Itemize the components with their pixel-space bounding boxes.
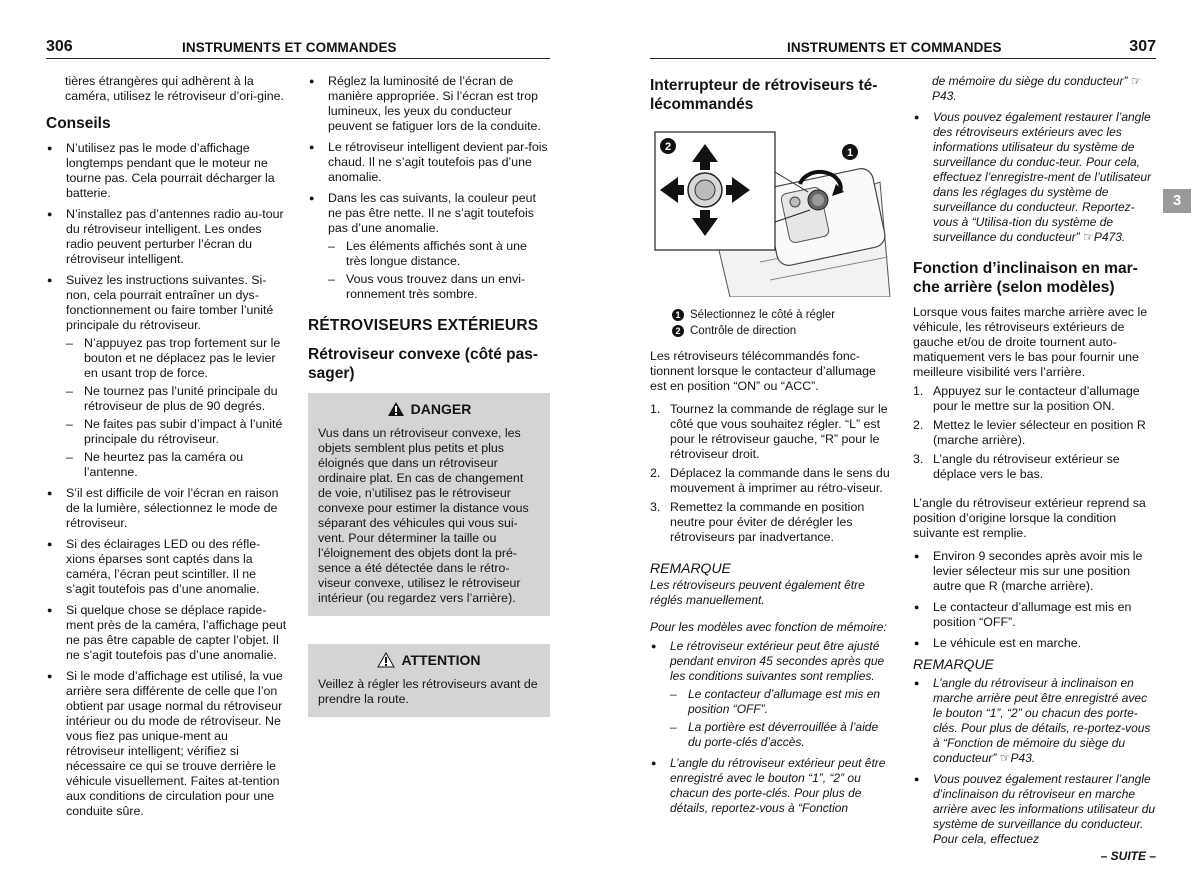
list-item: ● S’il est difficile de voir l’écran en raison de la lumière, sélectionnez le mode de rétroviseur. <box>46 486 288 531</box>
list-item: ● Vous pouvez également restaurer l’angle d’inclinaison du rétroviseur en marche arrière avec les informations utilisateur du système de surveillance du conducteur. Pour cela, effectuez <box>913 772 1156 847</box>
sub-list-item: – Ne heurtez pas la caméra ou l’antenne. <box>66 450 288 480</box>
list-item-text: Le rétroviseur extérieur peut être ajusté pendant environ 45 secondes après que les conditions suivantes sont remplies. <box>670 639 885 683</box>
right-column-2 <box>913 74 1156 853</box>
sub-list-item: – Vous vous trouvez dans un envi-ronnement très sombre. <box>328 272 550 302</box>
step-item <box>913 418 1156 448</box>
remark-list <box>913 676 1156 847</box>
step-text: Mettez le levier sélecteur en position R (marche arrière). <box>933 418 1146 447</box>
step-item <box>913 452 1156 482</box>
adjust-steps <box>650 402 894 545</box>
list-item: ● Si le mode d’affichage est utilisé, la vue arrière sera différente de celle que l’on obtient par usage normal du rétroviseur intérieur ou du mode de rétroviseur. Ne vous fiez pas unique-ment au rétroviseur intelligent; vérifiez si nécessaire ce qui se trouve derrière le véhicule visuellement. Faites at-tention aux conditions de circulation pour une conduite sûre. <box>46 669 288 819</box>
return-text: L’angle du rétroviseur extérieur reprend sa position d’origine lorsque la condition suivante est remplie. <box>913 496 1146 540</box>
list-item: ● Si quelque chose se déplace rapide-ment près de la caméra, l’affichage peut ne pas être capable de capter l’objet. Il ne s’agit toutefois pas d’une anomalie. <box>46 603 288 663</box>
step-item <box>913 384 1156 414</box>
tilt-steps <box>913 384 1156 482</box>
step-text: Appuyez sur le contacteur d’allumage pour le mettre sur la position ON. <box>933 384 1140 413</box>
list-item <box>308 191 550 302</box>
running-header-right: INSTRUMENTS ET COMMANDES <box>787 40 1002 55</box>
list-item <box>650 639 894 750</box>
figure-caption <box>672 323 894 339</box>
subsection-heading: Rétroviseur convexe (côté pas-sager) <box>308 346 539 382</box>
attention-header <box>318 644 540 677</box>
tilt-heading: Fonction d’inclinaison en mar-che arrière (selon modèles) <box>913 260 1138 296</box>
warning-triangle-icon <box>377 652 395 671</box>
list-item: ● Le contacteur d’allumage est mis en position “OFF”. <box>913 600 1156 630</box>
sub-list-item: – La portière est déverrouillée à l’aide du porte-clés d’accès. <box>670 720 894 750</box>
remark-heading: REMARQUE <box>913 656 994 672</box>
left-column-2 <box>308 74 550 717</box>
right-page-header <box>650 38 1156 59</box>
sub-list-item: – Ne tournez pas l’unité principale du rétroviseur de plus de 90 degrés. <box>66 384 288 414</box>
left-page-header <box>46 38 550 59</box>
caption-text: Sélectionnez le côté à régler <box>690 309 836 321</box>
step-number: 1. <box>913 384 924 398</box>
danger-label: DANGER <box>410 401 472 417</box>
list-item: ● Le rétroviseur intelligent devient par-fois chaud. Il ne s’agit toutefois pas d’une anomalie. <box>308 140 550 185</box>
step-number: 2. <box>650 466 661 480</box>
sub-list <box>328 239 550 302</box>
step-text: L’angle du rétroviseur extérieur se déplace vers le bas. <box>933 452 1120 481</box>
memory-intro: Pour les modèles avec fonction de mémoire: <box>650 620 887 634</box>
list-item-text: Suivez les instructions suivantes. Si-non, cela pourrait entraîner un dys-fonctionnement ou faire tomber l’unité principale du rétroviseur. <box>66 273 274 332</box>
list-item: ● L’angle du rétroviseur à inclinaison en marche arrière peut être enregistré avec le bouton “1”, “2” ou chacun des porte-clés. Pour plus de détails, re-portez-vous à “Fonction de mémoire du siège du conducteur” ☞P43. <box>913 676 1156 766</box>
list-item: ● Le véhicule est en marche. <box>913 636 1156 651</box>
step-text: Tournez la commande de réglage sur le côté que vous souhaitez régler. “L” est pour le rétroviseur gauche, “R” pour le rétroviseur droit. <box>670 402 888 461</box>
danger-box <box>308 393 550 616</box>
step-item <box>650 500 894 545</box>
attention-text: Veillez à régler les rétroviseurs avant de prendre la route. <box>318 677 538 706</box>
list-item: ● N’installez pas d’antennes radio au-tour du rétroviseur intelligent. Les ondes radio peuvent perturber l’écran du rétroviseur intelligent. <box>46 207 288 267</box>
step-item <box>650 402 894 462</box>
step-text: Déplacez la commande dans le sens du mouvement à imprimer au rétro-viseur. <box>670 466 890 495</box>
display-tips-list <box>308 74 550 302</box>
list-item: ● L’angle du rétroviseur extérieur peut être enregistré avec le bouton “1”, “2” ou chacun des porte-clés. Pour plus de détails, reportez-vous à “Fonction <box>650 756 894 816</box>
sub-list <box>670 687 894 750</box>
list-item-text: Dans les cas suivants, la couleur peut ne pas être nette. Il ne s’agit toutefois pas d’une anomalie. <box>328 191 536 235</box>
memory-list <box>650 639 894 816</box>
remote-intro: Les rétroviseurs télécommandés fonc-tionnent lorsque le contacteur d’allumage est en position “ON” ou “ACC”. <box>650 349 876 393</box>
sub-list-item: – Ne faites pas subir d’impact à l’unité principale du rétroviseur. <box>66 417 288 447</box>
caption-number: 2 <box>672 325 684 337</box>
mirror-switch-figure <box>650 122 894 297</box>
danger-text: Vus dans un rétroviseur convexe, les objets semblent plus petits et plus éloignés que dans un rétroviseur ordinaire plat. En cas de changement de voie, n’utilisez pas le rétroviseur convexe pour estimer la distance vous séparant des véhicules qui vous sui-vent. Pour déterminer la taille ou l’éloignement des objets dont la pré-sence a été détectée dans le rétro-viseur convexe, utilisez le rétroviseur intérieur (ou regardez vers l’arrière). <box>318 426 529 605</box>
continued-marker: – SUITE – <box>1100 849 1156 863</box>
step-number: 3. <box>913 452 924 466</box>
return-conditions-list <box>913 549 1156 651</box>
intro-paragraph: tières étrangères qui adhèrent à la caméra, utilisez le rétroviseur d’ori-gine. <box>65 74 284 103</box>
tilt-intro: Lorsque vous faites marche arrière avec le véhicule, les rétroviseurs extérieurs de gauche et/ou de droite tournent auto-matiquement vers le bas pour fournir une meilleure visibilité vers l’arrière. <box>913 305 1148 379</box>
list-item: ● Environ 9 secondes après avoir mis le levier sélecteur mis sur une position autre que R (marche arrière). <box>913 549 1156 594</box>
chapter-tab: 3 <box>1163 189 1191 213</box>
step-text: Remettez la commande en position neutre pour éviter de dérégler les rétroviseurs par inadvertance. <box>670 500 865 544</box>
page-number-right: 307 <box>1129 38 1156 55</box>
list-item: ● Si des éclairages LED ou des réfle-xions éparses sont captés dans la caméra, l’écran peut scintiller. Il ne s’agit toutefois pas d’une anomalie. <box>46 537 288 597</box>
list-item: ● Réglez la luminosité de l’écran de manière appropriée. Si l’écran est trop lumineux, les yeux du conducteur peuvent se fatiguer lors de la conduite. <box>308 74 550 134</box>
sub-list-item: – Le contacteur d’allumage est mis en position “OFF”. <box>670 687 894 717</box>
section-heading: RÉTROVISEURS EXTÉRIEURS <box>308 317 539 334</box>
step-number: 3. <box>650 500 661 514</box>
danger-header <box>318 393 540 426</box>
sub-list <box>66 336 288 480</box>
list-item: ● Vous pouvez également restaurer l’angle des rétroviseurs extérieurs avec les informations utilisateur du système de surveillance du conduc-teur. Pour cela, effectuez l’enregistre-ment de l’utilisateur dans les réglages du système de surveillance du conducteur. Reportez-vous à “Utilisa-tion du système de surveillance du conducteur” ☞P473. <box>913 110 1156 245</box>
figure-caption <box>672 307 894 323</box>
step-number: 2. <box>913 418 924 432</box>
warning-triangle-icon <box>387 401 405 420</box>
restore-list <box>913 110 1156 245</box>
sub-list-item: – N’appuyez pas trop fortement sur le bouton et ne déplacez pas le levier en usant trop de force. <box>66 336 288 381</box>
remark-heading: REMARQUE <box>650 560 731 576</box>
page-number-left: 306 <box>46 38 73 55</box>
mirror-switch-illustration <box>650 122 894 297</box>
attention-label: ATTENTION <box>401 652 481 668</box>
callout-1: 1 <box>846 147 854 159</box>
conseils-heading: Conseils <box>46 115 111 132</box>
conseils-list <box>46 141 288 819</box>
running-header-left: INSTRUMENTS ET COMMANDES <box>182 40 397 55</box>
attention-box <box>308 644 550 717</box>
caption-number: 1 <box>672 309 684 321</box>
caption-text: Contrôle de direction <box>690 325 797 337</box>
list-item <box>46 273 288 480</box>
callout-2: 2 <box>664 141 672 153</box>
right-column-1 <box>650 74 894 822</box>
step-number: 1. <box>650 402 661 416</box>
continued-text: de mémoire du siège du conducteur” ☞P43. <box>932 74 1142 103</box>
step-item <box>650 466 894 496</box>
list-item: ● N’utilisez pas le mode d’affichage longtemps pendant que le moteur ne tourne pas. Cela pourrait décharger la batterie. <box>46 141 288 201</box>
remote-mirror-heading: Interrupteur de rétroviseurs té-lécommandés <box>650 77 878 113</box>
remark-text: Les rétroviseurs peuvent également être réglés manuellement. <box>650 578 865 607</box>
left-column-1 <box>46 74 288 825</box>
sub-list-item: – Les éléments affichés sont à une très longue distance. <box>328 239 550 269</box>
